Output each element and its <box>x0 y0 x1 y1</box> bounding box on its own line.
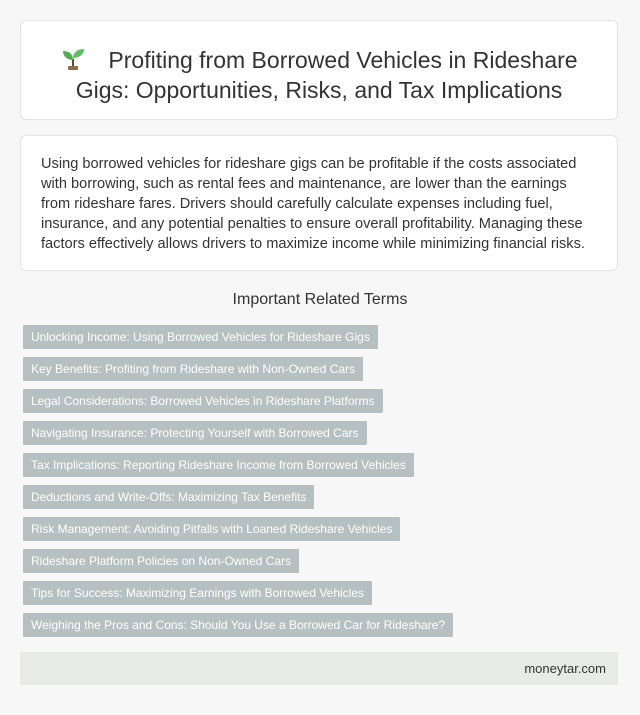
page-title <box>41 45 597 105</box>
title-card <box>20 20 618 120</box>
footer-site-name: moneytar.com <box>524 661 606 676</box>
related-term-tag[interactable]: Tax Implications: Reporting Rideshare Income from Borrowed Vehicles <box>23 453 414 477</box>
seedling-icon <box>60 47 88 69</box>
related-term-tag[interactable]: Key Benefits: Profiting from Rideshare with Non-Owned Cars <box>23 357 363 381</box>
related-term-tag[interactable]: Navigating Insurance: Protecting Yourself with Borrowed Cars <box>23 421 367 445</box>
related-term-tag[interactable]: Legal Considerations: Borrowed Vehicles in Rideshare Platforms <box>23 389 383 413</box>
related-terms-heading: Important Related Terms <box>232 291 408 308</box>
related-term-tag[interactable]: Tips for Success: Maximizing Earnings with Borrowed Vehicles <box>23 581 372 605</box>
summary-card <box>20 135 618 271</box>
related-term-tag[interactable]: Unlocking Income: Using Borrowed Vehicles for Rideshare Gigs <box>23 325 378 349</box>
related-terms-list <box>23 325 623 645</box>
related-term-tag[interactable]: Weighing the Pros and Cons: Should You Use a Borrowed Car for Rideshare? <box>23 613 453 637</box>
related-term-tag[interactable]: Risk Management: Avoiding Pitfalls with Loaned Rideshare Vehicles <box>23 517 400 541</box>
related-term-tag[interactable]: Deductions and Write-Offs: Maximizing Tax Benefits <box>23 485 314 509</box>
summary-text: Using borrowed vehicles for rideshare gigs can be profitable if the costs associated with borrowing, such as rental fees and maintenance, are lower than the earnings from rideshare fares. Drivers should carefully calculate expenses including fuel, insurance, and any potential penalties to ensure overall profitability. Managing these factors effectively allows drivers to maximize income while minimizing financial risks. <box>41 156 585 252</box>
related-term-tag[interactable]: Rideshare Platform Policies on Non-Owned Cars <box>23 549 299 573</box>
page-title-text: Profiting from Borrowed Vehicles in Rideshare Gigs: Opportunities, Risks, and Tax Implications <box>75 47 578 103</box>
footer <box>20 652 618 685</box>
